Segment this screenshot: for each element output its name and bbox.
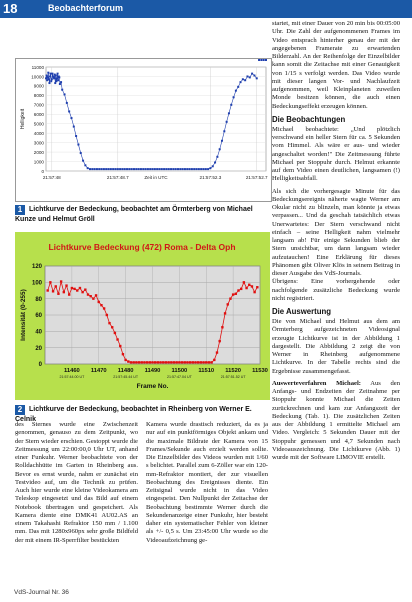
data-point bbox=[181, 361, 183, 363]
data-point bbox=[198, 168, 200, 170]
data-point bbox=[106, 314, 108, 316]
data-point bbox=[108, 322, 110, 324]
data-point bbox=[216, 351, 218, 353]
x-tick-time: 21:57:44.00 UT bbox=[59, 375, 85, 379]
data-point bbox=[58, 76, 60, 78]
data-point bbox=[57, 73, 59, 75]
data-point bbox=[68, 110, 70, 112]
data-point bbox=[82, 160, 84, 162]
data-point bbox=[237, 86, 239, 88]
data-point bbox=[60, 280, 62, 282]
data-point bbox=[75, 135, 77, 137]
data-point bbox=[149, 168, 151, 170]
data-point bbox=[184, 168, 186, 170]
data-point bbox=[232, 293, 234, 295]
figure-2 bbox=[15, 232, 270, 400]
data-point bbox=[265, 59, 267, 61]
data-point bbox=[202, 361, 204, 363]
data-point bbox=[191, 168, 193, 170]
figure-1-number: 1 bbox=[15, 205, 25, 215]
data-point bbox=[94, 168, 96, 170]
data-point bbox=[218, 340, 220, 342]
data-point bbox=[158, 168, 160, 170]
y-tick-label: 11000 bbox=[31, 64, 44, 70]
data-point bbox=[244, 79, 246, 81]
data-point bbox=[140, 168, 142, 170]
data-point bbox=[229, 297, 231, 299]
y-tick-label: 3000 bbox=[33, 140, 44, 146]
data-point bbox=[202, 168, 204, 170]
data-point bbox=[170, 168, 172, 170]
left-column bbox=[15, 421, 138, 545]
data-point bbox=[178, 361, 180, 363]
data-point bbox=[87, 167, 89, 169]
data-point bbox=[145, 168, 147, 170]
data-point bbox=[135, 361, 137, 363]
data-point bbox=[200, 361, 202, 363]
x-tick-label: 11500 bbox=[171, 368, 188, 374]
data-point bbox=[46, 79, 48, 81]
data-point bbox=[51, 73, 53, 75]
data-point bbox=[263, 59, 265, 61]
data-point bbox=[175, 361, 177, 363]
y-tick-label: 60 bbox=[35, 313, 42, 320]
data-point bbox=[117, 168, 119, 170]
data-point bbox=[121, 168, 123, 170]
data-point bbox=[87, 293, 89, 295]
data-point bbox=[61, 89, 63, 91]
y-tick-label: 100 bbox=[31, 280, 42, 287]
data-point bbox=[47, 76, 49, 78]
data-point bbox=[172, 168, 174, 170]
data-point bbox=[256, 286, 258, 288]
y-tick-label: 2000 bbox=[33, 149, 44, 155]
data-point bbox=[111, 326, 113, 328]
data-point bbox=[161, 168, 163, 170]
data-point bbox=[212, 165, 214, 167]
data-point bbox=[162, 361, 164, 363]
x-tick-label: 11520 bbox=[225, 368, 242, 374]
y-tick-label: 4000 bbox=[33, 130, 44, 136]
data-point bbox=[55, 285, 57, 287]
data-point bbox=[101, 168, 103, 170]
data-point bbox=[224, 312, 226, 314]
data-point bbox=[124, 359, 126, 361]
figure-1 bbox=[15, 58, 272, 202]
data-point bbox=[253, 75, 255, 77]
data-point bbox=[227, 303, 229, 305]
data-point bbox=[233, 96, 235, 98]
data-point bbox=[47, 72, 49, 74]
data-point bbox=[175, 168, 177, 170]
data-point bbox=[177, 168, 179, 170]
data-point bbox=[45, 77, 47, 79]
data-point bbox=[192, 361, 194, 363]
data-point bbox=[219, 148, 221, 150]
y-tick-label: 20 bbox=[35, 345, 42, 352]
data-point bbox=[105, 168, 107, 170]
data-point bbox=[152, 168, 154, 170]
data-point bbox=[60, 81, 62, 83]
y-tick-label: 1000 bbox=[33, 159, 44, 165]
plot-area bbox=[46, 67, 266, 171]
data-point bbox=[76, 289, 78, 291]
data-point bbox=[235, 293, 237, 295]
data-point bbox=[214, 161, 216, 163]
data-point bbox=[223, 130, 225, 132]
data-point bbox=[108, 168, 110, 170]
data-point bbox=[79, 287, 81, 289]
x-axis-label: Zeit in UTC bbox=[144, 175, 168, 180]
paragraph: Die von Michael und Helmut aus dem am Örmterberg aufgezeichneten Videosignal erzeugte Lichtkurve ist in der Abbildung 1 dargestellt. Die Abbildung 2 zeigt die von Werner in Rheinberg aufgenommene Lichtkurve. In der Tabelle rechts sind die Ergebnisse zusammengefasst. bbox=[272, 318, 400, 375]
x-tick-label: 21:57:52.3 bbox=[199, 175, 222, 180]
data-point bbox=[240, 81, 242, 83]
data-point bbox=[57, 79, 59, 81]
data-point bbox=[193, 168, 195, 170]
data-point bbox=[189, 361, 191, 363]
paragraph: startet, mit einer Dauer von 20 min bis 00:05:00 Uhr. Die Zahl der aufgenommenen Frames im Video entsprach hinterher genau der mit der angegebenen Framerate zu erwartenden Bilderzahl. An der Reihenfolge der Einzelbilder kann somit die Zeitachse mit einer Genauigkeit von 1/15 s verfolgt werden. Das Video wurde mit dieser langen Vor- und Nachlaufzeit aufgenommen, weil Kleinplaneten zuweilen Monde besitzen können, die auch einen Bedeckungseffekt erzeugen können. bbox=[272, 20, 400, 110]
x-tick-time: 21:57:45.44 UT bbox=[113, 375, 139, 379]
data-point bbox=[186, 168, 188, 170]
y-tick-label: 5000 bbox=[33, 121, 44, 127]
data-point bbox=[49, 75, 51, 77]
data-point bbox=[242, 78, 244, 80]
data-point bbox=[154, 168, 156, 170]
data-point bbox=[50, 80, 52, 82]
data-point bbox=[151, 361, 153, 363]
y-tick-label: 8000 bbox=[33, 93, 44, 99]
data-point bbox=[71, 287, 73, 289]
x-tick-label: 11510 bbox=[198, 368, 215, 374]
data-point bbox=[249, 76, 251, 78]
data-point bbox=[256, 77, 258, 79]
data-point bbox=[157, 361, 159, 363]
data-point bbox=[133, 168, 135, 170]
data-point bbox=[70, 117, 72, 119]
data-point bbox=[142, 168, 144, 170]
data-point bbox=[119, 168, 121, 170]
y-tick-label: 40 bbox=[35, 329, 42, 336]
data-point bbox=[126, 168, 128, 170]
data-point bbox=[184, 361, 186, 363]
data-point bbox=[197, 361, 199, 363]
data-point bbox=[205, 361, 207, 363]
paragraph: Als sich die vorhergesagte Minute für das Bedeckungsereignis näherte wagte Werner am Okular nicht zu blinzeln, man könnte ja etwas verpassen... Und da geschah tatsächlich etwas Unerwartetes: Der Stern verschwand nicht einfach – seine Helligkeit nahm vielmehr langsam ab! Für einige Sekunden blieb der Stern unsichtbar, um dann langsam wieder aufzutauchen! Eine Erklärung für dieses Phänomen gibt Oliver Klös in seinem Beitrag in dieser Ausgabe des VdS-Journals. bbox=[272, 187, 400, 277]
data-point bbox=[89, 168, 91, 170]
data-point bbox=[165, 168, 167, 170]
data-point bbox=[98, 301, 100, 303]
data-point bbox=[146, 361, 148, 363]
paragraph: des Sternes wurde eine Zwischenzeit genommen, genauso zu dem Zeitpunkt, wo der Stern wieder erschien. Gestoppt wurde die Zeitmessung um 22:00:00,0 Uhr UT, anhand einer Funkuhr. Werner beobachtete von der Rolldachhütte im Garten in Rheinberg aus. Bevor es ernst wurde, nahm er zunächst ein Testvideo auf, um die Technik zu prüfen. Auch hier wurde eine kleine Videokamera am Teleskop eingesetzt und das Bild auf einem Notebook übertragen und gespeichert. Als Kamera diente eine DMK41 AU02.AS an einem Takahashi Refraktor 150 mm / 1.100 mm. Das mit 1280x960px sehr große Bildfeld der mit einem IR-Sperrfilter bestückten bbox=[15, 421, 138, 544]
data-point bbox=[84, 164, 86, 166]
y-axis-label: Helligkeit bbox=[20, 108, 26, 130]
data-point bbox=[92, 297, 94, 299]
data-point bbox=[213, 359, 215, 361]
y-tick-label: 80 bbox=[35, 296, 42, 303]
data-point bbox=[179, 168, 181, 170]
y-tick-label: 120 bbox=[31, 264, 42, 271]
figure-1-caption: 1 Lichtkurve der Bedeckung, beobachtet am Örmterberg von Michael Kunze und Helmut Gröll bbox=[15, 205, 253, 223]
data-point bbox=[138, 168, 140, 170]
y-tick-label: 9000 bbox=[33, 83, 44, 89]
data-point bbox=[91, 168, 93, 170]
data-point bbox=[80, 152, 82, 154]
section-title: Beobachterforum bbox=[48, 3, 124, 13]
y-tick-label: 0 bbox=[38, 362, 42, 369]
data-point bbox=[63, 291, 65, 293]
data-point bbox=[89, 295, 91, 297]
data-point bbox=[168, 168, 170, 170]
figure-2-chart bbox=[15, 232, 270, 400]
x-tick-label: 11470 bbox=[90, 368, 107, 374]
data-point bbox=[66, 102, 68, 104]
data-point bbox=[237, 289, 239, 291]
data-point bbox=[103, 168, 105, 170]
y-axis-label: Intensität (0-255) bbox=[20, 289, 27, 341]
run-in-heading: Auswerteverfahren Michael: bbox=[272, 379, 361, 387]
paragraph: Kamera wurde drastisch reduziert, da es ja nur auf ein punktförmiges Objekt ankam und die maximale Bildrate der Kamera von 15 Frames/Sekunde auch erzielt werden sollte. Die Einzelbilder des Videos wurden mit 1/60 s belichtet. Parallel zum 6-Zöller war ein 120-mm-Refraktor montiert, der zur visuellen Beobachtung des Ereignisses diente. Ein Zeitsignal wurde nicht in das Video eingespeist. Den Nullpunkt der Zeitachse der Beobachtung bestimmte Werner durch die Sekundenanzeige einer Funkuhr, hier besteht daher ein systematischer Fehler von kleiner als +/- 0,5 s. Um 23:45:00 Uhr wurde so die Videoaufzeichnung ge- bbox=[146, 421, 268, 544]
data-point bbox=[68, 293, 70, 295]
data-point bbox=[196, 168, 198, 170]
data-point bbox=[226, 121, 228, 123]
chart-title: Lichtkurve Bedeckung (472) Roma - Delta Oph bbox=[48, 242, 236, 252]
data-point bbox=[114, 168, 116, 170]
data-point bbox=[205, 168, 207, 170]
data-point bbox=[186, 361, 188, 363]
data-point bbox=[50, 73, 52, 75]
data-point bbox=[77, 144, 79, 146]
data-point bbox=[73, 288, 75, 290]
data-point bbox=[156, 168, 158, 170]
y-tick-label: 7000 bbox=[33, 102, 44, 108]
data-point bbox=[138, 361, 140, 363]
data-point bbox=[251, 285, 253, 287]
data-point bbox=[53, 77, 55, 79]
data-point bbox=[103, 307, 105, 309]
data-point bbox=[57, 293, 59, 295]
data-point bbox=[173, 361, 175, 363]
data-point bbox=[132, 361, 134, 363]
data-point bbox=[55, 75, 57, 77]
data-point bbox=[221, 326, 223, 328]
data-point bbox=[149, 361, 151, 363]
x-axis-label: Frame No. bbox=[136, 383, 169, 390]
data-point bbox=[167, 361, 169, 363]
heading-beobachtungen: Die Beobachtungen bbox=[272, 114, 346, 124]
data-point bbox=[54, 82, 56, 84]
data-point bbox=[246, 75, 248, 77]
data-point bbox=[59, 83, 61, 85]
page-header bbox=[0, 0, 412, 18]
data-point bbox=[49, 281, 51, 283]
data-point bbox=[64, 93, 66, 95]
data-point bbox=[258, 59, 260, 61]
data-point bbox=[81, 291, 83, 293]
y-tick-label: 6000 bbox=[33, 112, 44, 118]
data-point bbox=[147, 168, 149, 170]
data-point bbox=[131, 168, 133, 170]
y-tick-label: 0 bbox=[41, 168, 44, 174]
data-point bbox=[96, 168, 98, 170]
paragraph: Auswerteverfahren Michael: Aus den Anfangs- und Endzeiten der Zeitnahme per Stoppuhr konnte Michael die Zeiten zurückrechnen und kam zur Anfangszeit der Bedeckung (Tab. 1). Die zusätzlichen Zeiten aus der Abbildung 1 ermittelte Michael am Video. Vergleich: 5 Sekunden Dauer mit der Stoppuhr gemessen und 4,7 Sekunden nach Videoauszeichnung. Die Lichtkurve (Abb. 1) wurde mit der Software LIMOVIE erstellt. bbox=[272, 379, 400, 461]
data-point bbox=[112, 168, 114, 170]
x-tick-label: 21:57:52.7 bbox=[245, 175, 268, 180]
data-point bbox=[48, 82, 50, 84]
data-point bbox=[100, 304, 102, 306]
data-point bbox=[135, 168, 137, 170]
data-point bbox=[170, 361, 172, 363]
data-point bbox=[128, 168, 130, 170]
data-point bbox=[228, 112, 230, 114]
x-tick-label: 21:57:48.7 bbox=[106, 175, 129, 180]
data-point bbox=[260, 59, 262, 61]
data-point bbox=[46, 289, 48, 291]
data-point bbox=[245, 287, 247, 289]
data-point bbox=[48, 78, 50, 80]
data-point bbox=[207, 168, 209, 170]
data-point bbox=[127, 360, 129, 362]
footer: VdS-Journal Nr. 36 bbox=[14, 589, 69, 596]
x-tick-label: 21:57:48 bbox=[42, 175, 61, 180]
data-point bbox=[56, 77, 58, 79]
data-point bbox=[253, 291, 255, 293]
data-point bbox=[55, 80, 57, 82]
heading-auswertung: Die Auswertung bbox=[272, 307, 332, 316]
data-point bbox=[114, 332, 116, 334]
x-tick-label: 11460 bbox=[63, 368, 80, 374]
data-point bbox=[194, 361, 196, 363]
data-point bbox=[143, 361, 145, 363]
page-number: 18 bbox=[3, 1, 18, 16]
data-point bbox=[110, 168, 112, 170]
data-point bbox=[116, 338, 118, 340]
data-point bbox=[208, 361, 210, 363]
x-tick-time: 21:57:51.52 UT bbox=[220, 375, 246, 379]
figure-2-caption: 2 Lichtkurve der Bedeckung, beobachtet in Rheinberg von Werner E. Celnik bbox=[15, 405, 252, 423]
data-point bbox=[200, 168, 202, 170]
data-point bbox=[216, 156, 218, 158]
data-point bbox=[154, 361, 156, 363]
data-point bbox=[119, 345, 121, 347]
data-point bbox=[248, 284, 250, 286]
data-point bbox=[46, 75, 48, 77]
right-column bbox=[272, 20, 400, 462]
figure-1-chart bbox=[16, 59, 271, 201]
paragraph: Michael beobachtete: „Und plötzlich verschwand ein heller Stern für ca. 5 Sekunden vom Himmel. Als wäre er aus- und wieder angeschaltet worden!" Die Zeitmessung führte Michael per Stoppuhr durch. Helmut erkannte auf dem Video einen deutlichen, langsamen (!) Helligkeitsabfall. bbox=[272, 125, 400, 183]
data-point bbox=[51, 78, 53, 80]
x-tick-label: 11490 bbox=[144, 368, 161, 374]
data-point bbox=[243, 281, 245, 283]
data-point bbox=[209, 167, 211, 169]
data-point bbox=[230, 104, 232, 106]
data-point bbox=[240, 288, 242, 290]
data-point bbox=[251, 73, 253, 75]
data-point bbox=[95, 294, 97, 296]
data-point bbox=[141, 361, 143, 363]
data-point bbox=[73, 126, 75, 128]
data-point bbox=[65, 284, 67, 286]
data-point bbox=[159, 361, 161, 363]
data-point bbox=[130, 361, 132, 363]
data-point bbox=[122, 353, 124, 355]
middle-column bbox=[146, 421, 268, 545]
x-tick-time: 21:57:47.04 UT bbox=[166, 375, 192, 379]
data-point bbox=[52, 290, 54, 292]
x-tick-label: 11480 bbox=[117, 368, 134, 374]
data-point bbox=[98, 168, 100, 170]
y-tick-label: 10000 bbox=[31, 74, 44, 80]
data-point bbox=[124, 168, 126, 170]
x-tick-label: 11530 bbox=[252, 368, 268, 374]
data-point bbox=[165, 361, 167, 363]
data-point bbox=[210, 361, 212, 363]
data-point bbox=[235, 90, 237, 92]
data-point bbox=[182, 168, 184, 170]
data-point bbox=[163, 168, 165, 170]
figure-2-number: 2 bbox=[15, 405, 25, 415]
data-point bbox=[189, 168, 191, 170]
paragraph: Übrigens: Eine vorhergehende oder nachfolgende zusätzliche Bedeckung wurde nicht registriert. bbox=[272, 278, 400, 302]
data-point bbox=[84, 288, 86, 290]
data-point bbox=[221, 140, 223, 142]
